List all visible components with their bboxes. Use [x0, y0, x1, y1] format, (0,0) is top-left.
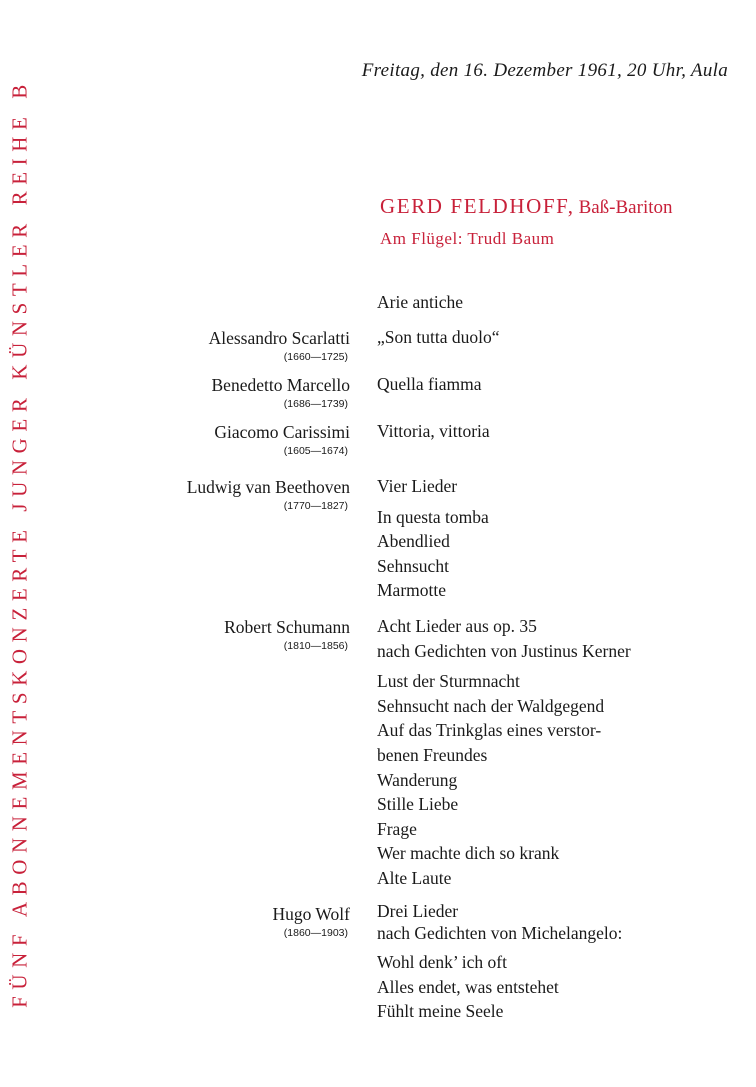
section-subheading: nach Gedichten von Michelangelo: — [377, 923, 623, 943]
piece-carissimi — [377, 419, 490, 444]
piece-title: Quella fiamma — [377, 374, 482, 394]
schumann-block — [377, 614, 631, 891]
song-title: Sehnsucht nach der Waldgegend — [377, 695, 605, 716]
performer-voice: Baß-Bariton — [578, 197, 673, 218]
song-title: Marmotte — [377, 580, 447, 601]
song-title: Stille Liebe — [377, 794, 459, 815]
composer-years: (1605—1674) — [283, 445, 348, 457]
song-title: Sehnsucht — [377, 555, 449, 576]
song-title: Wohl denk’ ich oft — [377, 952, 507, 972]
composer-carissimi — [214, 421, 350, 459]
piece-title: Vittoria, vittoria — [377, 421, 490, 441]
song-title: Alles endet, was entstehet — [377, 976, 559, 997]
song-title: Alte Laute — [377, 867, 452, 888]
song-title: In questa tomba — [377, 506, 489, 527]
song-title: Wanderung — [377, 769, 458, 790]
series-title: FÜNF ABONNEMENTSKONZERTE JUNGER KÜNSTLER REIHE B — [7, 78, 32, 1008]
event-date-line: Freitag, den 16. Dezember 1961, 20 Uhr, Aula — [361, 60, 728, 81]
beethoven-block — [377, 474, 489, 603]
section-heading: Acht Lieder aus op. 35 — [377, 616, 537, 636]
composer-years: (1860—1903) — [283, 927, 348, 939]
song-title: Lust der Sturmnacht — [377, 671, 520, 692]
performer-line — [380, 194, 673, 219]
arie-heading — [377, 290, 463, 315]
section-heading: Drei Lieder — [377, 901, 459, 921]
accompanist: Am Flügel: Trudl Baum — [380, 229, 555, 248]
composer-years: (1810—1856) — [283, 640, 348, 652]
piece-marcello — [377, 372, 481, 397]
song-title: benen Freundes — [377, 744, 488, 765]
song-title: Fühlt meine Seele — [377, 1001, 504, 1022]
song-title: Frage — [377, 818, 417, 839]
composer-name: Ludwig van Beethoven — [186, 477, 350, 497]
composer-years: (1686—1739) — [283, 398, 348, 410]
composer-name: Alessandro Scarlatti — [208, 328, 350, 348]
composer-name: Benedetto Marcello — [211, 375, 350, 395]
song-title: Auf das Trinkglas eines verstor- — [377, 720, 602, 741]
section-heading: Vier Lieder — [377, 476, 458, 496]
composer-years: (1660—1725) — [283, 351, 348, 363]
series-spine — [0, 0, 40, 1087]
composer-schumann — [224, 616, 350, 654]
composer-beethoven — [187, 476, 350, 514]
composer-name: Giacomo Carissimi — [214, 422, 350, 442]
piece-scarlatti — [377, 325, 499, 350]
section-heading: Arie antiche — [377, 292, 463, 312]
composer-name: Robert Schumann — [224, 617, 350, 637]
composer-marcello — [212, 374, 351, 412]
song-title: Wer machte dich so krank — [377, 843, 560, 864]
performer-name: GERD FELDHOFF, — [380, 194, 575, 218]
composer-wolf — [272, 903, 350, 941]
composer-name: Hugo Wolf — [272, 904, 350, 924]
composer-years: (1770—1827) — [283, 500, 348, 512]
wolf-block — [377, 901, 622, 1024]
section-subheading: nach Gedichten von Justinus Kerner — [377, 640, 631, 661]
composer-scarlatti — [209, 327, 350, 365]
piece-title: „Son tutta duolo“ — [377, 327, 500, 347]
song-title: Abendlied — [377, 531, 450, 552]
